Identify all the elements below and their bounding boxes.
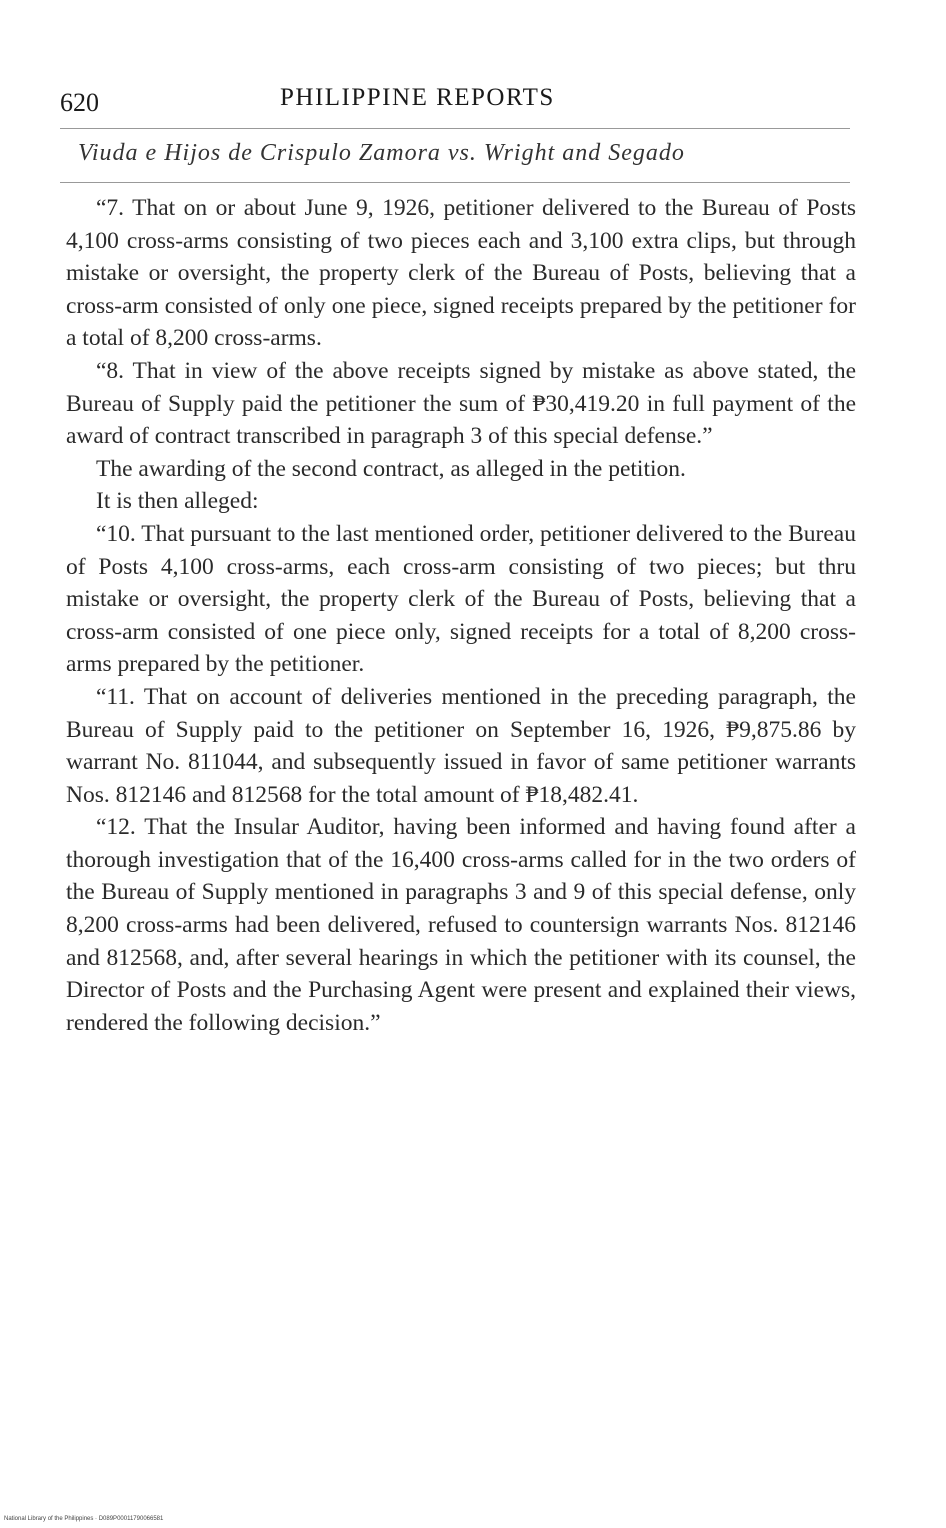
paragraph-7: “7. That on or about June 9, 1926, petitioner delivered to the Bureau of Posts 4,100 cross-arms consisting of two pieces each and 3,100 extra clips, but through mistake or oversight, the property clerk of the Bureau of Posts, believing that a cross-arm consisted of only one piece, signed receipts prepared by the petitioner for a total of 8,200 cross-arms.	[66, 195, 856, 352]
library-stamp: National Library of the Philippines · D089P00011790066581	[4, 1516, 164, 1522]
paragraph-8: “8. That in view of the above receipts signed by mistake as above stated, the Bureau of Supply paid the petitioner the sum of ₱30,419.20 in full payment of the award of contract transcribed in paragraph 3 of this special defense.”	[66, 357, 856, 450]
header-rule	[60, 128, 850, 129]
page-number: 620	[60, 88, 99, 117]
page-header	[60, 84, 850, 124]
paragraph-second-contract: The awarding of the second contract, as alleged in the petition.	[96, 455, 686, 482]
paragraph-10: “10. That pursuant to the last mentioned order, petitioner delivered to the Bureau of Posts 4,100 cross-arms, each cross-arm consisting of two pieces; but thru mistake or oversight, the property clerk of the Bureau of Posts, believing that a cross-arm consisted of one piece only, signed receipts for a total of 8,200 cross-arms prepared by the petitioner.	[66, 520, 856, 678]
header-rule	[60, 182, 850, 183]
body-text	[66, 192, 856, 1039]
case-title: Viuda e Hijos de Crispulo Zamora vs. Wright and Segado	[78, 140, 685, 166]
running-title: PHILIPPINE REPORTS	[280, 84, 555, 111]
paragraph-alleged: It is then alleged:	[96, 488, 259, 515]
paragraph-11: “11. That on account of deliveries mentioned in the preceding paragraph, the Bureau of Supply paid to the petitioner on September 16, 1926, ₱9,875.86 by warrant No. 811044, and subsequently issued in favor of same petitioner warrants Nos. 812146 and 812568 for the total amount of ₱18,482.41.	[66, 683, 856, 808]
paragraph-12: “12. That the Insular Auditor, having been informed and having found after a thorough investigation that of the 16,400 cross-arms called for in the two orders of the Bureau of Supply mentioned in paragraphs 3 and 9 of this special defense, only 8,200 cross-arms had been delivered, refused to countersign warrants Nos. 812146 and 812568, and, after several hearings in which the petitioner with its counsel, the Director of Posts and the Purchasing Agent were present and explained their views, rendered the following decision.”	[66, 814, 856, 1036]
